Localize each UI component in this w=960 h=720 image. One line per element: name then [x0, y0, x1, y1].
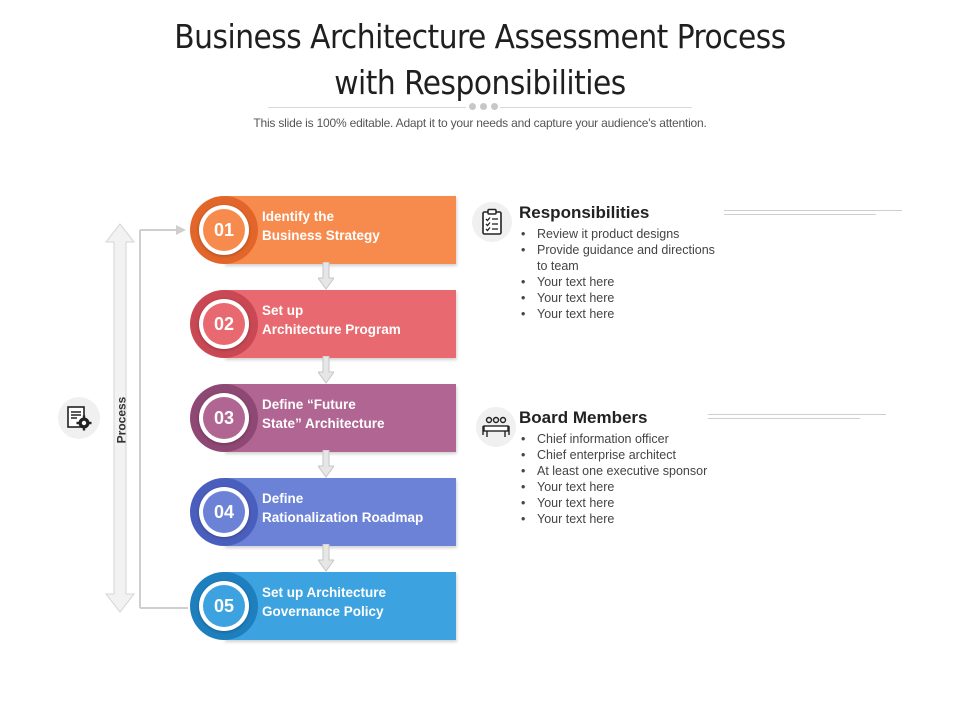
slide-title-line2: with Responsibilities	[334, 63, 626, 102]
board-members-title: Board Members	[519, 408, 648, 427]
slide-title-line1: Business Architecture Assessment Process	[174, 17, 786, 56]
step-label-line1: Set up Architecture	[262, 585, 387, 600]
list-item: • Review it product designs	[519, 226, 719, 242]
slide-subtitle: This slide is 100% editable. Adapt it to your needs and capture your audience's attention.	[253, 116, 707, 130]
process-step-1	[190, 196, 456, 264]
title-divider-dots	[469, 103, 499, 111]
step-number: 02	[203, 303, 245, 345]
step-label	[262, 286, 452, 354]
list-item: • Provide guidance and directions to team	[519, 242, 719, 274]
list-item: • Your text here	[519, 479, 749, 495]
step-number: 03	[203, 397, 245, 439]
step-label	[262, 192, 452, 260]
list-item: • At least one executive sponsor	[519, 463, 749, 479]
title-divider-right	[500, 107, 692, 108]
step-number: 01	[203, 209, 245, 251]
step-label-line2: Rationalization Roadmap	[262, 510, 424, 525]
list-item: • Chief information officer	[519, 431, 749, 447]
board-members-rule	[708, 414, 886, 415]
meeting-table-icon	[476, 407, 516, 447]
step-number: 04	[203, 491, 245, 533]
responsibilities-title: Responsibilities	[519, 203, 650, 222]
list-item: • Your text here	[519, 274, 719, 290]
step-label	[262, 568, 452, 636]
step-label-line1: Identify the	[262, 209, 335, 224]
list-item: • Your text here	[519, 511, 749, 527]
responsibilities-rule-2	[724, 214, 876, 215]
clipboard-checklist-icon	[472, 202, 512, 242]
list-item: • Your text here	[519, 306, 719, 322]
list-item: • Your text here	[519, 290, 719, 306]
process-label-text: Process	[114, 396, 129, 444]
step-label-line1: Define “Future	[262, 397, 356, 412]
process-connectors	[138, 222, 190, 614]
document-gear-icon	[58, 397, 100, 439]
step-label-line1: Define	[262, 491, 304, 506]
responsibilities-rule	[724, 210, 902, 211]
step-label-line1: Set up	[262, 303, 304, 318]
process-step-4	[190, 478, 456, 546]
step-label-line2: State” Architecture	[262, 416, 385, 431]
responsibilities-list	[519, 226, 719, 322]
step-label	[262, 474, 452, 542]
step-label-line2: Architecture Program	[262, 322, 401, 337]
board-members-list	[519, 431, 749, 527]
process-step-5	[190, 572, 456, 640]
board-members-rule-2	[708, 418, 860, 419]
slide-title	[80, 14, 880, 106]
step-label-line2: Governance Policy	[262, 604, 384, 619]
step-number: 05	[203, 585, 245, 627]
step-label	[262, 380, 452, 448]
title-divider-left	[268, 107, 466, 108]
list-item: • Chief enterprise architect	[519, 447, 749, 463]
step-label-line2: Business Strategy	[262, 228, 380, 243]
process-step-2	[190, 290, 456, 358]
process-label	[106, 396, 136, 444]
process-step-3	[190, 384, 456, 452]
list-item: • Your text here	[519, 495, 749, 511]
